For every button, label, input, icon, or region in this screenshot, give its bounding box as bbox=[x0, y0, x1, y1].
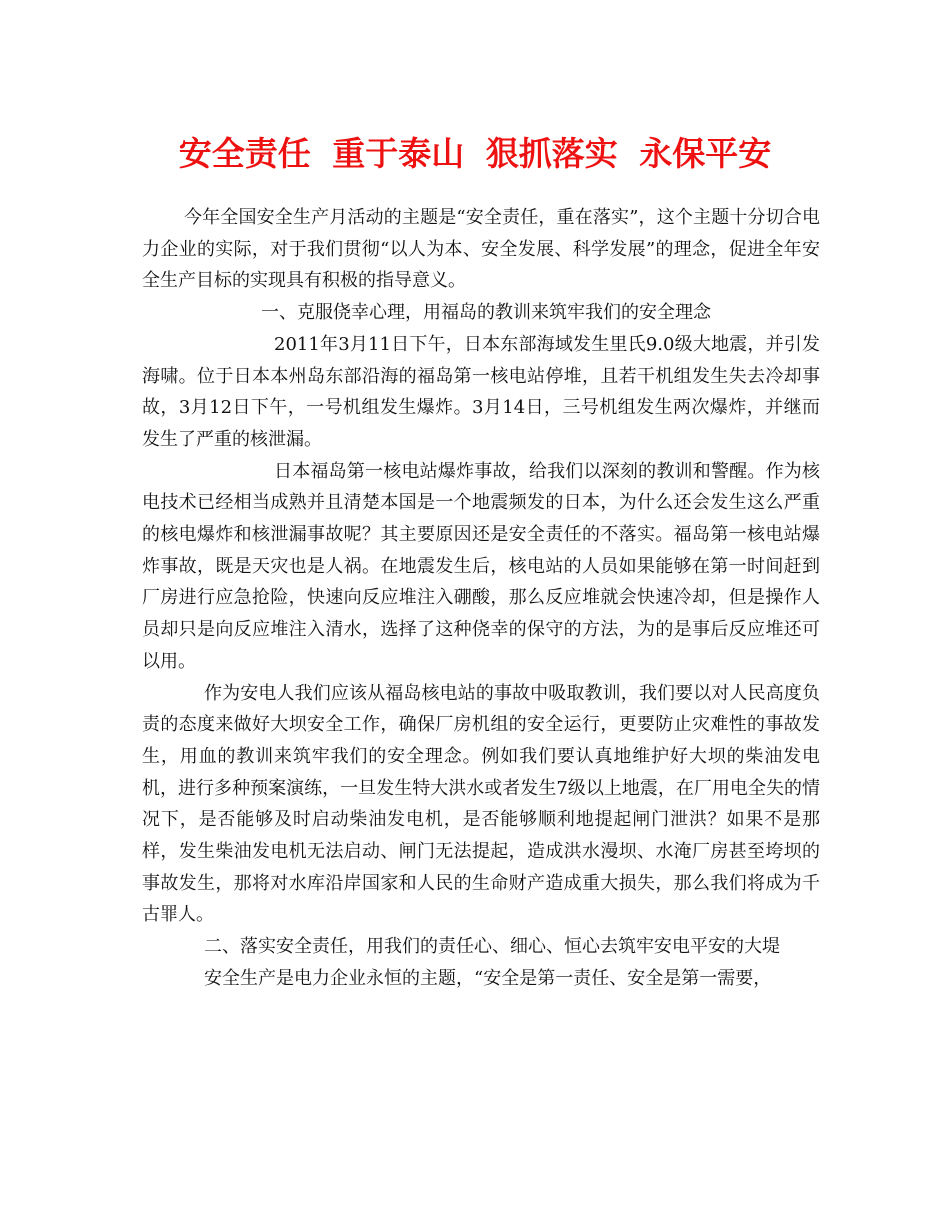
paragraph-lesson: 作为安电人我们应该从福岛核电站的事故中吸取教训，我们要以对人民高度负责的态度来做好大坝安全工作，确保厂房机组的安全运行，更要防止灾难性的事故发生，用血的教训来筑牢我们的安全理念。例如我们要认真地维护好大坝的柴油发电机，进行多种预案演练，一旦发生特大洪水或者发生7级以上地震，在厂用电全失的情况下，是否能够及时启动柴油发电机，是否能够顺利地提起闸门泄洪？如果不是那样，发生柴油发电机无法启动、闸门无法提起，造成洪水漫坝、水淹厂房甚至垮坝的事故发生，那将对水库沿岸国家和人民的生命财产造成重大损失，那么我们将成为千古罪人。 bbox=[142, 682, 820, 926]
paragraph-analysis: 日本福岛第一核电站爆炸事故，给我们以深刻的教训和警醒。作为核电技术已经相当成熟并且清楚本国是一个地震频发的日本，为什么还会发生这么严重的核电爆炸和核泄漏事故呢？其主要原因还是安全责任的不落实。福岛第一核电站爆炸事故，既是天灾也是人祸。在地震发生后，核电站的人员如果能够在第一时间赶到厂房进行应急抢险，快速向反应堆注入硼酸，那么反应堆就会快速冷却，但是操作人员却只是向反应堆注入清水，选择了这种侥幸的保守的方法，为的是事后反应堆还可以用。 bbox=[142, 460, 820, 672]
paragraph-safety: 安全生产是电力企业永恒的主题，“安全是第一责任、安全是第一需要， bbox=[204, 967, 772, 989]
document-title: 安全责任 重于泰山 狠抓落实 永保平安 bbox=[178, 134, 772, 173]
section-heading-2: 二、落实安全责任，用我们的责任心、细心、恒心去筑牢安电平安的大堤 bbox=[204, 936, 780, 958]
section-heading-1: 一、克服侥幸心理，用福岛的教训来筑牢我们的安全理念 bbox=[261, 302, 711, 324]
document-body bbox=[142, 202, 820, 995]
paragraph-intro: 今年全国安全生产月活动的主题是“安全责任，重在落实”，这个主题十分切合电力企业的实际，对于我们贯彻“以人为本、安全发展、科学发展”的理念，促进全年安全生产目标的实现具有积极的指导意义。 bbox=[142, 207, 820, 292]
paragraph-event: 2011年3月11日下午，日本东部海域发生里氏9.0级大地震，并引发海啸。位于日本本州岛东部沿海的福岛第一核电站停堆，且若干机组发生失去冷却事故，3月12日下午，一号机组发生爆炸。3月14日，三号机组发生两次爆炸，并继而发生了严重的核泄漏。 bbox=[142, 333, 820, 450]
